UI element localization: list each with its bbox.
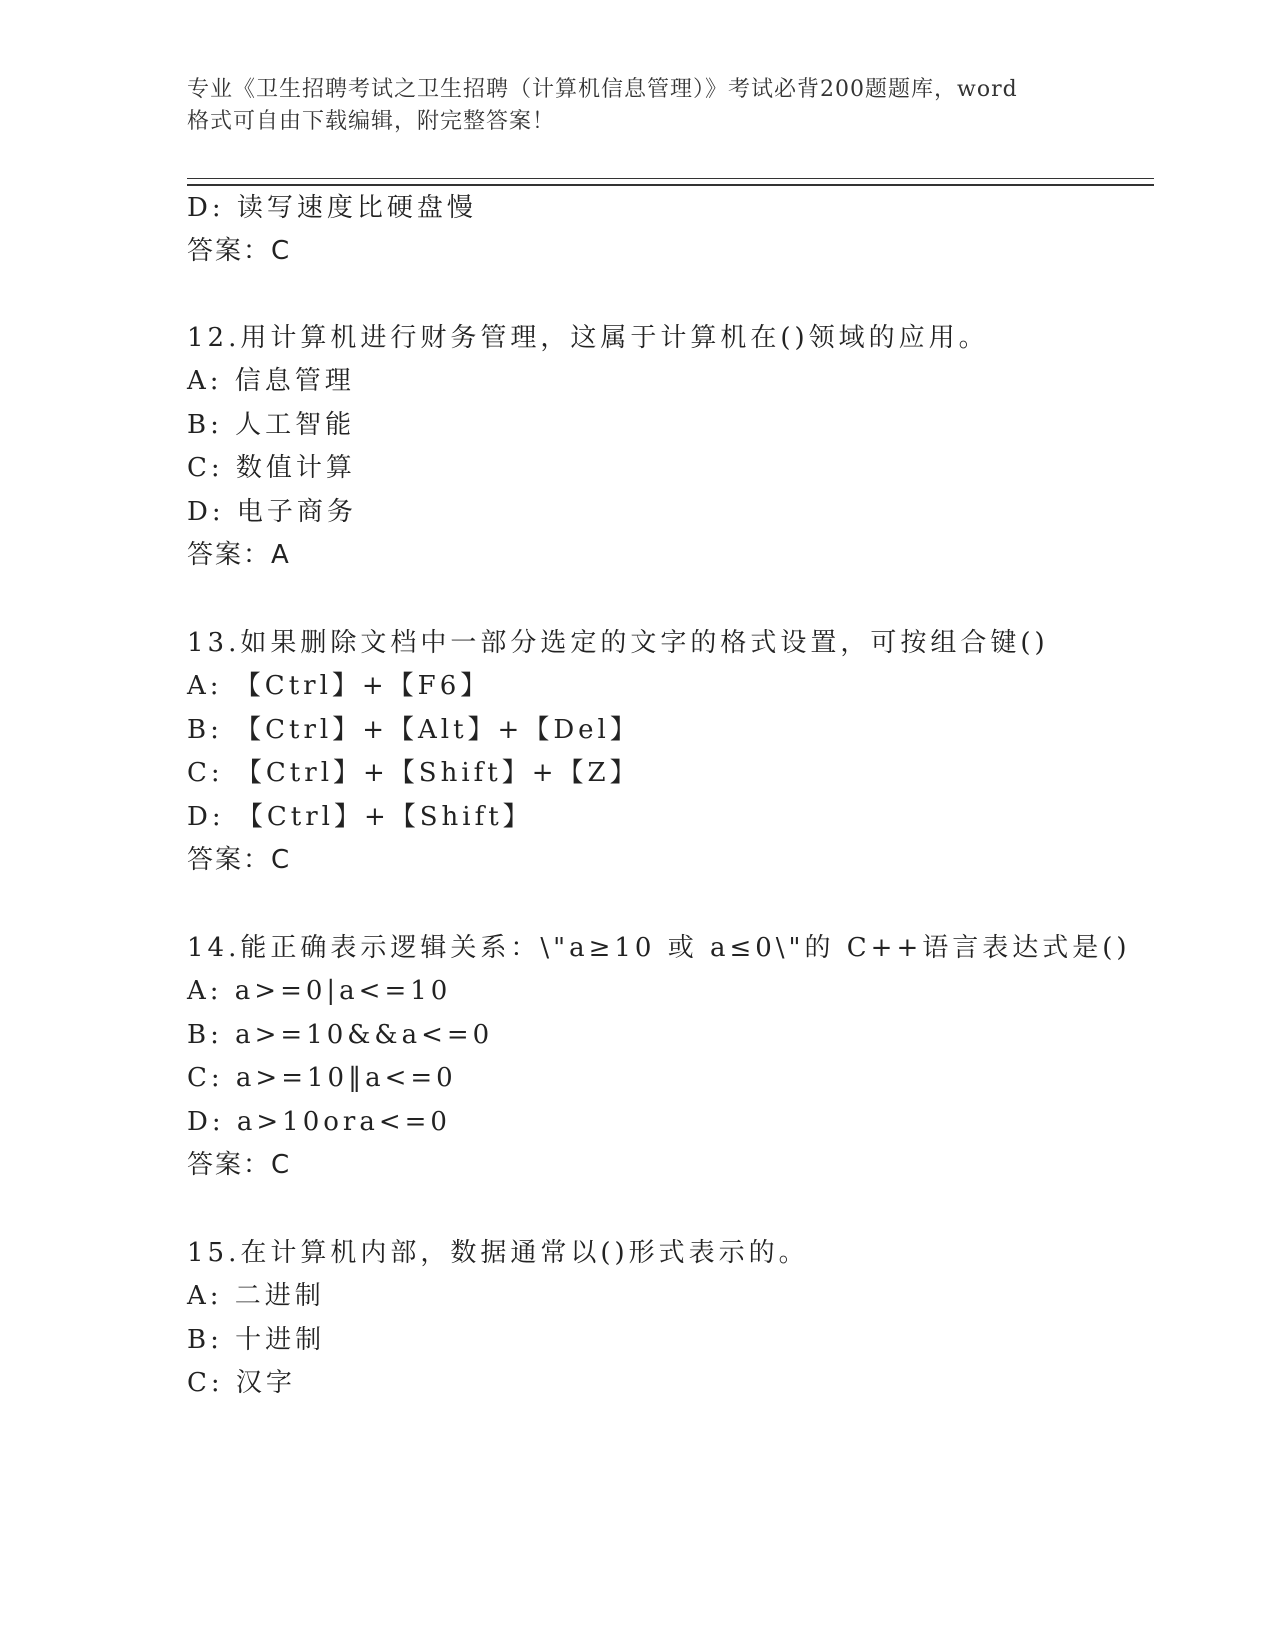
question-14-option-c: C: a>=10‖a<=0: [187, 1063, 457, 1093]
question-14-option-b: B: a>=10&&a<=0: [187, 1020, 494, 1050]
header-title-line-1: 专业《卫生招聘考试之卫生招聘（计算机信息管理）》考试必背200题题库，word: [187, 77, 1018, 102]
question-13-option-a: A: 【Ctrl】+【F6】: [187, 671, 491, 701]
question-12-option-b: B: 人工智能: [187, 410, 356, 440]
question-15-stem: 15.在计算机内部，数据通常以()形式表示的。: [187, 1238, 809, 1268]
question-15-option-a: A: 二进制: [187, 1281, 325, 1311]
question-13-option-b: B: 【Ctrl】+【Alt】+【Del】: [187, 715, 640, 745]
question-12-stem: 12.用计算机进行财务管理，这属于计算机在()领域的应用。: [187, 323, 989, 353]
question-13-answer: 答案：C: [187, 845, 292, 875]
question-13-stem: 13.如果删除文档中一部分选定的文字的格式设置，可按组合键(): [187, 628, 1049, 658]
question-14-answer: 答案：C: [187, 1150, 292, 1180]
question-13-option-c: C: 【Ctrl】+【Shift】+【Z】: [187, 758, 640, 788]
prev-answer: 答案：C: [187, 236, 292, 266]
question-12-option-a: A: 信息管理: [187, 366, 355, 396]
question-12-answer: 答案：A: [187, 540, 291, 570]
document-header: [187, 74, 1087, 138]
prev-option-d: D: 读写速度比硬盘慢: [187, 193, 477, 223]
question-15-option-c: C: 汉字: [187, 1368, 296, 1398]
header-title-line-2: 格式可自由下载编辑，附完整答案！: [187, 109, 556, 134]
header-divider: [187, 178, 1154, 186]
question-12-option-c: C: 数值计算: [187, 453, 356, 483]
question-12-option-d: D: 电子商务: [187, 497, 357, 527]
question-15-option-b: B: 十进制: [187, 1325, 326, 1355]
question-14-stem: 14.能正确表示逻辑关系：\"a≥10 或 a≤0\"的 C++语言表达式是(): [187, 933, 1131, 963]
question-14-option-a: A: a>=0|a<=10: [187, 976, 452, 1006]
question-13-option-d: D: 【Ctrl】+【Shift】: [187, 802, 533, 832]
question-14-option-d: D: a>10ora<=0: [187, 1107, 451, 1137]
